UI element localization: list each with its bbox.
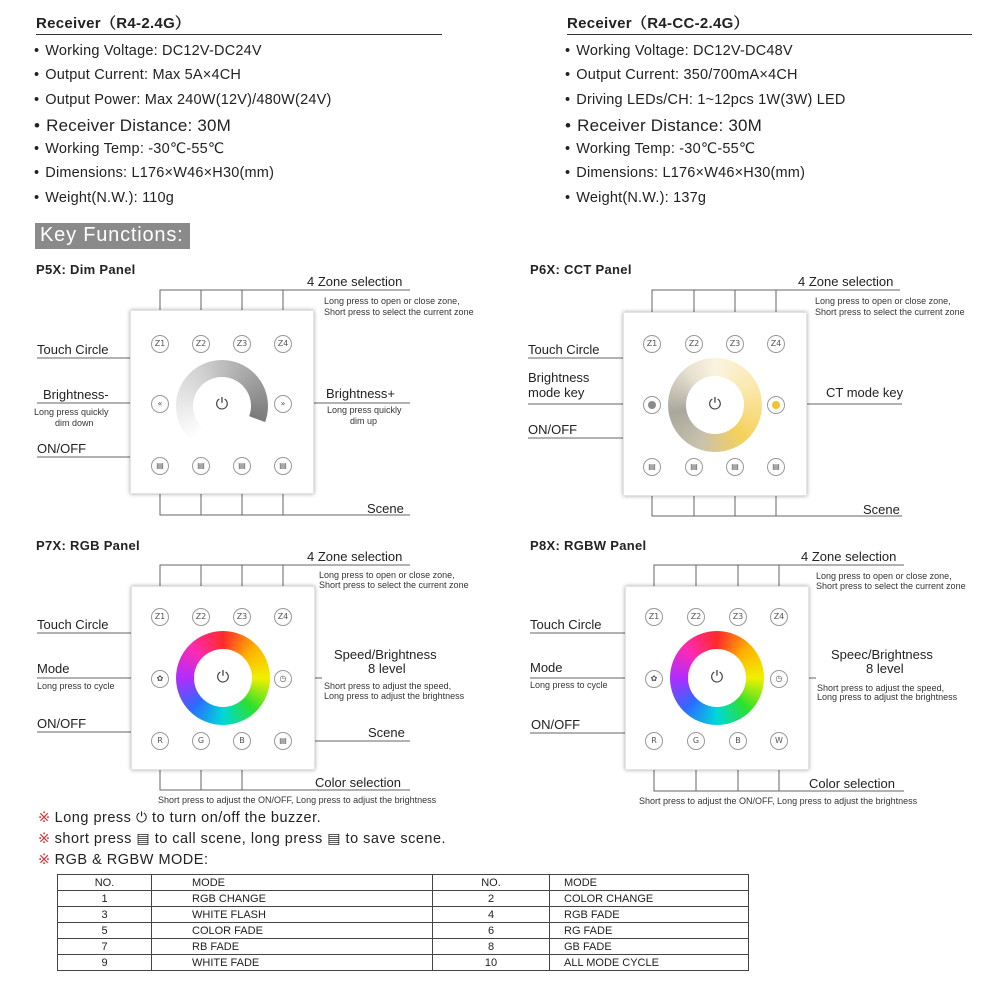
table-cell: WHITE FADE (152, 955, 433, 971)
mode-note: Long press to cycle (530, 680, 608, 690)
speed-note: Long press to adjust the brightness (817, 692, 958, 702)
zone-key[interactable]: Z1 (645, 608, 663, 626)
table-header: NO. (433, 875, 550, 891)
table-cell: 8 (433, 939, 550, 955)
scene-key[interactable]: ▤ (233, 457, 251, 475)
zone-selection-label: 4 Zone selection (307, 274, 403, 289)
ct-mode-key[interactable] (767, 396, 785, 414)
zone-key[interactable]: Z1 (643, 335, 661, 353)
scene-key[interactable]: ▤ (192, 457, 210, 475)
table-cell: RB FADE (152, 939, 433, 955)
note-mark: ※ (38, 852, 51, 868)
power-icon[interactable]: ⏻ (215, 394, 229, 413)
spec-item: • Receiver Distance: 30M (34, 116, 231, 136)
note-text: to turn on/off the buzzer. (152, 810, 322, 826)
scene-key[interactable]: ▤ (151, 457, 169, 475)
zone-note: Short press to select the current zone (816, 581, 966, 591)
touch-circle-label: Touch Circle (530, 617, 602, 632)
zone-note: Long press to open or close zone, (815, 296, 951, 306)
brightness-minus-label: Brightness- (43, 387, 109, 402)
color-selection-note: Short press to adjust the ON/OFF, Long press to adjust the brightness (639, 796, 918, 806)
table-header: MODE (550, 875, 749, 891)
touch-circle-label: Touch Circle (37, 617, 109, 632)
spec-item: • Working Temp: -30℃-55℃ (565, 141, 755, 157)
spec-item: • Dimensions: L176×W46×H30(mm) (565, 165, 805, 181)
on-off-label: ON/OFF (37, 716, 87, 731)
color-selection-label: Color selection (315, 775, 401, 790)
note-buzzer (38, 810, 321, 826)
zone-selection-label: 4 Zone selection (307, 549, 403, 564)
zone-key[interactable]: Z3 (233, 608, 251, 626)
table-cell: RGB CHANGE (152, 891, 433, 907)
scene-icon: ▤ (327, 831, 342, 847)
zone-key[interactable]: Z3 (233, 335, 251, 353)
spec-item: • Working Voltage: DC12V-DC24V (34, 43, 262, 59)
zone-key[interactable]: Z4 (274, 608, 292, 626)
receiver-r4-title: Receiver（R4-2.4G） (36, 15, 191, 32)
speed-brightness-key[interactable]: ◷ (770, 670, 788, 688)
table-cell: RG FADE (550, 923, 749, 939)
color-key-green[interactable]: G (687, 732, 705, 750)
mode-table (57, 874, 749, 971)
table-cell: COLOR FADE (152, 923, 433, 939)
zone-key[interactable]: Z2 (687, 608, 705, 626)
divider (567, 34, 972, 35)
zone-note: Short press to select the current zone (324, 307, 474, 317)
scene-key[interactable]: ▤ (726, 458, 744, 476)
note-text: to save scene. (345, 831, 447, 847)
table-cell: 3 (58, 907, 152, 923)
p7x-title: P7X: RGB Panel (36, 538, 140, 553)
scene-key[interactable]: ▤ (274, 457, 292, 475)
brightness-plus-note: dim up (350, 416, 378, 426)
speed-brightness-key[interactable]: ◷ (274, 670, 292, 688)
table-row (58, 891, 749, 907)
brightness-mode-key[interactable] (643, 396, 661, 414)
p6x-title: P6X: CCT Panel (530, 262, 632, 277)
spec-item: • Weight(N.W.): 110g (34, 190, 174, 206)
scene-key[interactable]: ▤ (274, 732, 292, 750)
power-icon: ⏻ (135, 810, 148, 826)
table-cell: 10 (433, 955, 550, 971)
note-text: Long press (54, 810, 132, 826)
table-header-row (58, 875, 749, 891)
key-functions-heading: Key Functions: (35, 223, 190, 249)
color-selection-note: Short press to adjust the ON/OFF, Long press to adjust the brightness (158, 795, 437, 805)
color-key-blue[interactable]: B (233, 732, 251, 750)
table-header: NO. (58, 875, 152, 891)
spec-item: • Dimensions: L176×W46×H30(mm) (34, 165, 274, 181)
zone-key[interactable]: Z1 (151, 335, 169, 353)
brightness-plus-note: Long press quickly (327, 405, 402, 415)
level-label: 8 level (866, 661, 904, 676)
scene-key[interactable]: ▤ (767, 458, 785, 476)
table-cell: RGB FADE (550, 907, 749, 923)
scene-key[interactable]: ▤ (685, 458, 703, 476)
mode-note: Long press to cycle (37, 681, 115, 691)
brightness-mode-label: mode key (528, 385, 585, 400)
speed-brightness-label: Speec/Brightness (831, 647, 933, 662)
touch-circle-label: Touch Circle (528, 342, 600, 357)
mode-label: Mode (37, 661, 70, 676)
table-cell: 5 (58, 923, 152, 939)
zone-key[interactable]: Z2 (685, 335, 703, 353)
zone-note: Long press to open or close zone, (816, 571, 952, 581)
zone-key[interactable]: Z3 (726, 335, 744, 353)
zone-key[interactable]: Z4 (274, 335, 292, 353)
ct-mode-key-label: CT mode key (826, 385, 904, 400)
scene-label: Scene (367, 501, 404, 516)
table-cell: 6 (433, 923, 550, 939)
table-cell: 4 (433, 907, 550, 923)
note-text: RGB & RGBW MODE: (54, 852, 209, 868)
zone-key[interactable]: Z4 (767, 335, 785, 353)
zone-note: Long press to open or close zone, (324, 296, 460, 306)
brightness-minus-note: Long press quickly (34, 407, 109, 417)
color-key-blue[interactable]: B (729, 732, 747, 750)
color-key-green[interactable]: G (192, 732, 210, 750)
receiver-r4cc-title: Receiver（R4-CC-2.4G） (567, 15, 749, 32)
speed-note: Short press to adjust the speed, (817, 683, 945, 693)
zone-selection-label: 4 Zone selection (798, 274, 894, 289)
color-key-red[interactable]: R (151, 732, 169, 750)
speed-note: Long press to adjust the brightness (324, 691, 465, 701)
color-selection-label: Color selection (809, 776, 895, 791)
table-cell: 1 (58, 891, 152, 907)
table-row (58, 923, 749, 939)
touch-circle-label: Touch Circle (37, 342, 109, 357)
zone-key[interactable]: Z4 (770, 608, 788, 626)
spec-item: • Weight(N.W.): 137g (565, 190, 706, 206)
brightness-minus-note: dim down (55, 418, 94, 428)
table-cell: 9 (58, 955, 152, 971)
note-mark: ※ (38, 831, 51, 847)
speed-brightness-label: Speed/Brightness (334, 647, 437, 662)
power-icon[interactable]: ⏻ (710, 667, 724, 686)
zone-note: Long press to open or close zone, (319, 570, 455, 580)
zone-key[interactable]: Z2 (192, 335, 210, 353)
spec-item: • Working Temp: -30℃-55℃ (34, 141, 224, 157)
scene-label: Scene (368, 725, 405, 740)
p8x-title: P8X: RGBW Panel (530, 538, 647, 553)
note-mode-heading (38, 852, 208, 868)
mode-key[interactable]: ✿ (151, 670, 169, 688)
on-off-label: ON/OFF (531, 717, 581, 732)
zone-key[interactable]: Z2 (192, 608, 210, 626)
on-off-label: ON/OFF (37, 441, 87, 456)
brightness-minus-key[interactable]: « (151, 395, 169, 413)
table-cell: ALL MODE CYCLE (550, 955, 749, 971)
brightness-plus-label: Brightness+ (326, 386, 396, 401)
divider (36, 34, 442, 35)
table-row (58, 907, 749, 923)
note-text: to call scene, long press (154, 831, 323, 847)
table-cell: GB FADE (550, 939, 749, 955)
speed-note: Short press to adjust the speed, (324, 681, 452, 691)
color-key-white[interactable]: W (770, 732, 788, 750)
zone-selection-label: 4 Zone selection (801, 549, 897, 564)
p5x-title: P5X: Dim Panel (36, 262, 136, 277)
zone-key[interactable]: Z3 (729, 608, 747, 626)
power-icon[interactable]: ⏻ (216, 667, 230, 686)
table-row (58, 955, 749, 971)
table-cell: 2 (433, 891, 550, 907)
table-cell: WHITE FLASH (152, 907, 433, 923)
on-off-label: ON/OFF (528, 422, 578, 437)
note-text: short press (54, 831, 132, 847)
level-label: 8 level (368, 661, 406, 676)
color-key-red[interactable]: R (645, 732, 663, 750)
note-scene (38, 831, 446, 847)
spec-item: • Receiver Distance: 30M (565, 116, 762, 136)
mode-key[interactable]: ✿ (645, 670, 663, 688)
table-header: MODE (152, 875, 433, 891)
spec-item: • Output Current: Max 5A×4CH (34, 67, 241, 83)
spec-item: • Output Current: 350/700mA×4CH (565, 67, 798, 83)
table-cell: 7 (58, 939, 152, 955)
note-mark: ※ (38, 810, 51, 826)
scene-label: Scene (863, 502, 900, 517)
zone-note: Short press to select the current zone (319, 580, 469, 590)
spec-item: • Driving LEDs/CH: 1~12pcs 1W(3W) LED (565, 92, 846, 108)
zone-note: Short press to select the current zone (815, 307, 965, 317)
brightness-plus-key[interactable]: » (274, 395, 292, 413)
scene-icon: ▤ (136, 831, 151, 847)
power-icon[interactable]: ⏻ (708, 394, 722, 413)
table-cell: COLOR CHANGE (550, 891, 749, 907)
spec-item: • Working Voltage: DC12V-DC48V (565, 43, 793, 59)
brightness-mode-label: Brightness (528, 370, 590, 385)
table-row (58, 939, 749, 955)
mode-label: Mode (530, 660, 563, 675)
spec-item: • Output Power: Max 240W(12V)/480W(24V) (34, 92, 332, 108)
scene-key[interactable]: ▤ (643, 458, 661, 476)
zone-key[interactable]: Z1 (151, 608, 169, 626)
